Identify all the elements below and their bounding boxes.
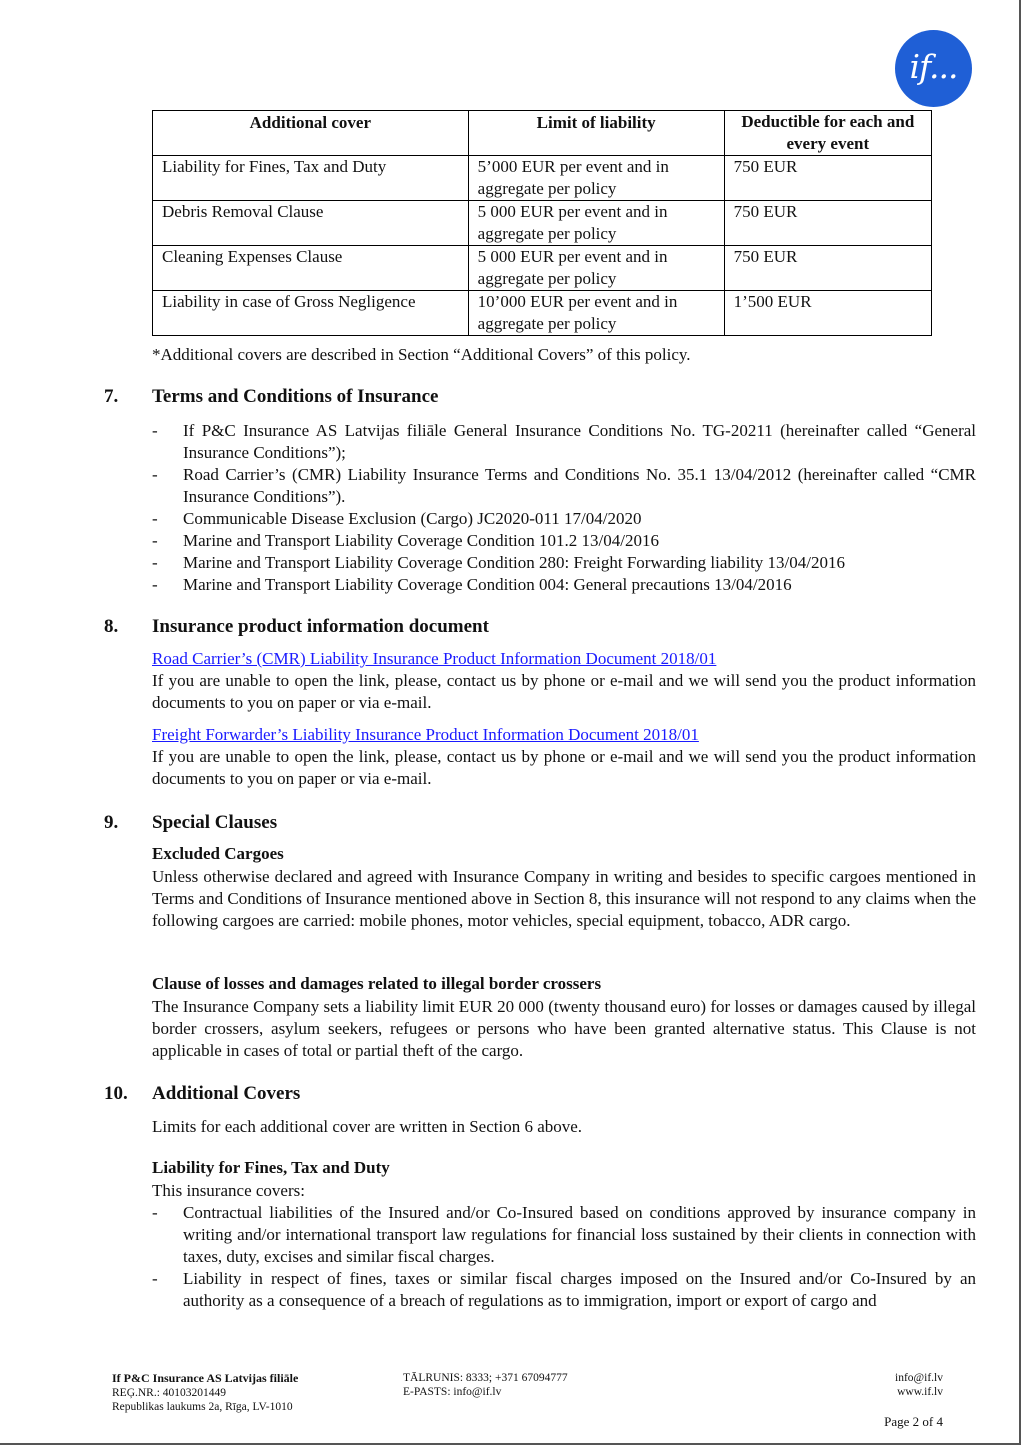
- section-number: 7.: [104, 386, 119, 407]
- footer-company-block: [112, 1371, 298, 1414]
- section-title: Terms and Conditions of Insurance: [152, 386, 439, 407]
- table-row: [153, 291, 932, 336]
- column-header: Deductible for each and every event: [724, 111, 931, 156]
- footer-phone: TĀLRUNIS: 8333; +371 67094777: [403, 1372, 568, 1384]
- column-header: Additional cover: [153, 111, 469, 156]
- table-header-row: [153, 111, 932, 156]
- paragraph: The Insurance Company sets a liability limit EUR 20 000 (twenty thousand euro) for losses or damages caused by illegal border crossers, asylum seekers, refugees or persons who have been granted alternative status. This Clause is not applicable in cases of total or partial theft of the cargo.: [152, 997, 976, 1060]
- section-number: 9.: [104, 812, 119, 833]
- additional-covers-table: [152, 110, 932, 336]
- cmr-product-info-link[interactable]: Road Carrier’s (CMR) Liability Insurance Product Information Document 2018/01: [152, 649, 717, 668]
- section-title: Additional Covers: [152, 1083, 301, 1104]
- column-header: Limit of liability: [468, 111, 724, 156]
- list-item: - Communicable Disease Exclusion (Cargo) JC2020-011 17/04/2020: [152, 508, 976, 530]
- list-item: - Liability in respect of fines, taxes or similar fiscal charges imposed on the Insured and/or Co-Insured by an authority as a consequence of a breach of regulations as to immigration, import or export of cargo and: [152, 1268, 976, 1312]
- covers-list: [152, 1202, 976, 1312]
- table-cell: 10’000 EUR per event and in aggregate per policy: [468, 291, 724, 336]
- list-item: - Marine and Transport Liability Coverage Condition 280: Freight Forwarding liability 13/04/2016: [152, 552, 976, 574]
- table-cell: 5 000 EUR per event and in aggregate per policy: [468, 246, 724, 291]
- footer-reg: REĢ.NR.: 40103201449: [112, 1387, 227, 1399]
- section-title: Insurance product information document: [152, 616, 489, 637]
- table-row: [153, 201, 932, 246]
- subsection-title: Liability for Fines, Tax and Duty: [152, 1158, 390, 1177]
- footer-email: info@if.lv: [895, 1372, 943, 1384]
- footer-company: If P&C Insurance AS Latvijas filiāle: [112, 1371, 299, 1385]
- table-cell: Liability for Fines, Tax and Duty: [153, 156, 469, 201]
- table-cell: 5’000 EUR per event and in aggregate per policy: [468, 156, 724, 201]
- paragraph: This insurance covers:: [152, 1181, 305, 1200]
- paragraph: If you are unable to open the link, please, contact us by phone or e-mail and we will send you the product information documents to you on paper or via e-mail.: [152, 747, 976, 788]
- list-item: - Contractual liabilities of the Insured and/or Co-Insured based on conditions approved by insurance company in writing and/or international transport law regulations for financial loss sustained by their clients in connection with taxes, duty, excises and similar fiscal charges.: [152, 1202, 976, 1268]
- subsection-title: Excluded Cargoes: [152, 844, 284, 863]
- footer-web-block: [843, 1371, 943, 1399]
- terms-list: [152, 420, 976, 596]
- table-cell: 750 EUR: [724, 201, 931, 246]
- section-number: 8.: [104, 616, 119, 637]
- paragraph: Limits for each additional cover are written in Section 6 above.: [152, 1117, 583, 1136]
- table-cell: Cleaning Expenses Clause: [153, 246, 469, 291]
- table-note: *Additional covers are described in Section “Additional Covers” of this policy.: [152, 345, 691, 364]
- footer-web: www.if.lv: [897, 1386, 943, 1398]
- table-cell: 750 EUR: [724, 156, 931, 201]
- table-row: [153, 246, 932, 291]
- footer-address: Republikas laukums 2a, Rīga, LV-1010: [112, 1401, 293, 1413]
- freight-forwarder-product-info-link[interactable]: Freight Forwarder’s Liability Insurance Product Information Document 2018/01: [152, 725, 699, 744]
- logo-text: if...: [909, 47, 958, 86]
- list-item: - Marine and Transport Liability Coverage Condition 101.2 13/04/2016: [152, 530, 976, 552]
- list-item: - If P&C Insurance AS Latvijas filiāle General Insurance Conditions No. TG-20211 (hereinafter called “General Insurance Conditions”);: [152, 420, 976, 464]
- table-cell: 750 EUR: [724, 246, 931, 291]
- subsection-title: Clause of losses and damages related to illegal border crossers: [152, 974, 602, 993]
- paragraph: If you are unable to open the link, please, contact us by phone or e-mail and we will send you the product information documents to you on paper or via e-mail.: [152, 671, 976, 712]
- section-number: 10.: [104, 1083, 128, 1104]
- table-cell: Debris Removal Clause: [153, 201, 469, 246]
- page-number: Page 2 of 4: [884, 1414, 943, 1429]
- list-item: - Marine and Transport Liability Coverage Condition 004: General precautions 13/04/2016: [152, 574, 976, 596]
- list-item: - Road Carrier’s (CMR) Liability Insurance Terms and Conditions No. 35.1 13/04/2012 (hereinafter called “CMR Insurance Conditions”).: [152, 464, 976, 508]
- paragraph: Unless otherwise declared and agreed with Insurance Company in writing and besides to specific cargoes mentioned in Terms and Conditions of Insurance mentioned above in Section 8, this insurance will not respond to any claims when the following cargoes are carried: mobile phones, motor vehicles, special equipment, tobacco, ADR cargo.: [152, 867, 976, 930]
- section-title: Special Clauses: [152, 812, 278, 833]
- footer-contact-block: [403, 1371, 568, 1399]
- table-cell: Liability in case of Gross Negligence: [153, 291, 469, 336]
- table-row: [153, 156, 932, 201]
- footer-email-line: E-PASTS: info@if.lv: [403, 1386, 502, 1398]
- if-logo: [895, 30, 972, 107]
- table-cell: 1’500 EUR: [724, 291, 931, 336]
- table-cell: 5 000 EUR per event and in aggregate per policy: [468, 201, 724, 246]
